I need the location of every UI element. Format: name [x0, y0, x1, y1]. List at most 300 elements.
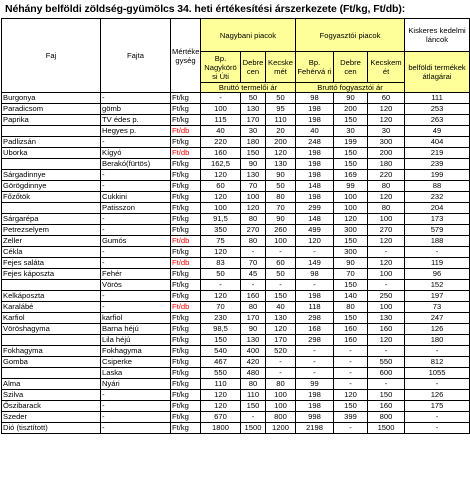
cell-value: 540	[201, 346, 241, 357]
cell-value: 130	[241, 104, 266, 115]
table-row	[2, 423, 470, 434]
cell-value: 204	[405, 203, 470, 214]
table-row	[2, 192, 470, 203]
cell-fajta: -	[101, 423, 171, 434]
table-row	[2, 170, 470, 181]
cell-fajta: Csiperke	[101, 357, 171, 368]
cell-value: 670	[201, 412, 241, 423]
cell-value: -	[334, 346, 368, 357]
cell-value: 100	[334, 192, 368, 203]
table-row	[2, 258, 470, 269]
cell-fajta: -	[101, 390, 171, 401]
cell-value: 247	[405, 313, 470, 324]
cell-faj: Fejes káposzta	[2, 269, 101, 280]
cell-value: 49	[405, 126, 470, 137]
cell-value: 100	[368, 214, 405, 225]
cell-fajta: Fokhagyma	[101, 346, 171, 357]
cell-value: 110	[201, 379, 241, 390]
cell-mertekegyseg: Ft/kg	[171, 247, 201, 258]
cell-faj: Görögdinnye	[2, 181, 101, 192]
cell-value: 270	[241, 225, 266, 236]
cell-faj: Petrezselyem	[2, 225, 101, 236]
cell-value: 150	[241, 401, 266, 412]
cell-faj: Szilva	[2, 390, 101, 401]
cell-value: 40	[266, 302, 296, 313]
cell-faj: Kelkáposzta	[2, 291, 101, 302]
header-sub-5: Debre cen	[334, 52, 368, 83]
cell-value: -	[405, 346, 470, 357]
cell-value: 150	[334, 148, 368, 159]
cell-value: 120	[201, 247, 241, 258]
cell-value: 350	[201, 225, 241, 236]
cell-value: 148	[296, 214, 334, 225]
cell-value: 198	[296, 170, 334, 181]
cell-fajta: Cukkini	[101, 192, 171, 203]
cell-value: 198	[296, 291, 334, 302]
table-row	[2, 313, 470, 324]
cell-faj	[2, 368, 101, 379]
cell-value: 198	[296, 390, 334, 401]
cell-value: -	[368, 247, 405, 258]
cell-fajta: Fehér	[101, 269, 171, 280]
cell-value: 150	[334, 280, 368, 291]
table-row	[2, 379, 470, 390]
cell-value: 88	[405, 181, 470, 192]
cell-value: 160	[334, 324, 368, 335]
cell-fajta: -	[101, 291, 171, 302]
table-row	[2, 291, 470, 302]
cell-value: 232	[405, 192, 470, 203]
cell-fajta: Kígyó	[101, 148, 171, 159]
cell-value: 100	[266, 390, 296, 401]
cell-value: 198	[296, 148, 334, 159]
cell-mertekegyseg: Ft/kg	[171, 390, 201, 401]
cell-value: 263	[405, 115, 470, 126]
cell-value: 120	[368, 115, 405, 126]
cell-value: 90	[266, 214, 296, 225]
cell-mertekegyseg: Ft/kg	[171, 170, 201, 181]
cell-value: 100	[201, 104, 241, 115]
cell-value: -	[266, 280, 296, 291]
cell-value: 40	[296, 126, 334, 137]
cell-value: 467	[201, 357, 241, 368]
cell-value: 300	[334, 225, 368, 236]
cell-value: 110	[266, 115, 296, 126]
cell-value: 220	[368, 170, 405, 181]
cell-value: -	[266, 247, 296, 258]
cell-faj: Paradicsom	[2, 104, 101, 115]
cell-fajta: gömb	[101, 104, 171, 115]
cell-value: 168	[296, 324, 334, 335]
cell-value: 200	[334, 104, 368, 115]
cell-value: 160	[201, 148, 241, 159]
cell-value: 298	[296, 313, 334, 324]
cell-faj: Paprika	[2, 115, 101, 126]
header-fajta: Fajta	[101, 19, 171, 93]
header-sub-6: Kecskem ét	[368, 52, 405, 83]
cell-value: 120	[368, 236, 405, 247]
cell-fajta: -	[101, 137, 171, 148]
cell-value: 1500	[241, 423, 266, 434]
cell-faj	[2, 126, 101, 137]
cell-value: 99	[334, 181, 368, 192]
cell-value: 150	[334, 115, 368, 126]
cell-value: 80	[241, 214, 266, 225]
cell-value: 130	[241, 335, 266, 346]
cell-value: 120	[201, 390, 241, 401]
cell-value: 70	[201, 302, 241, 313]
cell-value: 200	[266, 137, 296, 148]
cell-value: 199	[334, 137, 368, 148]
cell-mertekegyseg: Ft/kg	[171, 104, 201, 115]
cell-mertekegyseg: Ft/kg	[171, 159, 201, 170]
cell-fajta: -	[101, 225, 171, 236]
cell-faj: Főzőtök	[2, 192, 101, 203]
header-fogyasztoi: Fogyasztói piacok	[296, 19, 405, 52]
cell-fajta: Gumós	[101, 236, 171, 247]
cell-value: 149	[296, 258, 334, 269]
cell-mertekegyseg: Ft/kg	[171, 357, 201, 368]
header-kiskeres: Kiskeres kedelmi láncok	[405, 19, 470, 52]
cell-value: 120	[334, 390, 368, 401]
cell-value: 197	[405, 291, 470, 302]
cell-value: 2198	[296, 423, 334, 434]
header-belfoldi: belföldi termékek átlagárai	[405, 52, 470, 93]
cell-value: 198	[296, 104, 334, 115]
table-row	[2, 148, 470, 159]
cell-value: 480	[241, 368, 266, 379]
cell-value: 298	[296, 335, 334, 346]
cell-value: 1500	[368, 423, 405, 434]
cell-value: 98	[296, 269, 334, 280]
cell-faj: Sárgarépa	[2, 214, 101, 225]
cell-value: 111	[405, 93, 470, 104]
cell-value: 170	[241, 313, 266, 324]
cell-value: 120	[201, 170, 241, 181]
table-row	[2, 269, 470, 280]
cell-value: 130	[241, 170, 266, 181]
cell-value: -	[201, 93, 241, 104]
cell-fajta: Vörös	[101, 280, 171, 291]
cell-mertekegyseg: Ft/kg	[171, 346, 201, 357]
cell-faj: Szeder	[2, 412, 101, 423]
cell-value: 100	[266, 236, 296, 247]
cell-value: 150	[334, 401, 368, 412]
cell-fajta: Laska	[101, 368, 171, 379]
cell-value: 90	[266, 170, 296, 181]
cell-value: 20	[266, 126, 296, 137]
cell-value: 126	[405, 390, 470, 401]
cell-mertekegyseg: Ft/kg	[171, 192, 201, 203]
cell-value: 169	[334, 170, 368, 181]
cell-mertekegyseg: Ft/kg	[171, 368, 201, 379]
cell-value: 198	[296, 192, 334, 203]
cell-value: 80	[241, 302, 266, 313]
cell-fajta: Barna héjú	[101, 324, 171, 335]
cell-value: 253	[405, 104, 470, 115]
cell-value: 250	[368, 291, 405, 302]
cell-value: 248	[296, 137, 334, 148]
cell-mertekegyseg: Ft/kg	[171, 291, 201, 302]
cell-mertekegyseg: Ft/kg	[171, 423, 201, 434]
cell-value: 83	[201, 258, 241, 269]
cell-value: 120	[334, 214, 368, 225]
cell-faj	[2, 203, 101, 214]
cell-value: 91,5	[201, 214, 241, 225]
cell-fajta: -	[101, 93, 171, 104]
cell-faj: Őszibarack	[2, 401, 101, 412]
cell-fajta: -	[101, 302, 171, 313]
cell-value: 600	[368, 368, 405, 379]
cell-value: -	[334, 379, 368, 390]
cell-value: -	[266, 357, 296, 368]
cell-value: 60	[201, 181, 241, 192]
table-row	[2, 225, 470, 236]
cell-faj: Fejes saláta	[2, 258, 101, 269]
cell-value: 130	[266, 313, 296, 324]
cell-mertekegyseg: Ft/kg	[171, 203, 201, 214]
cell-value: 579	[405, 225, 470, 236]
cell-value: 120	[241, 203, 266, 214]
cell-value: 100	[368, 302, 405, 313]
header-sub-4: Bp. Fehérvá ri	[296, 52, 334, 83]
cell-faj: Dió (tisztított)	[2, 423, 101, 434]
cell-faj	[2, 280, 101, 291]
cell-fajta: Patisszon	[101, 203, 171, 214]
cell-value: -	[241, 280, 266, 291]
cell-fajta: Berakó(fürtös)	[101, 159, 171, 170]
cell-value: 120	[201, 291, 241, 302]
cell-value: 270	[368, 225, 405, 236]
cell-value: 150	[241, 148, 266, 159]
cell-fajta: Hegyes p.	[101, 126, 171, 137]
cell-value: 115	[201, 115, 241, 126]
cell-fajta: -	[101, 247, 171, 258]
cell-value: 40	[201, 126, 241, 137]
cell-value: 220	[201, 137, 241, 148]
cell-value: 80	[266, 379, 296, 390]
cell-value: 120	[368, 335, 405, 346]
cell-value: 75	[201, 236, 241, 247]
table-row	[2, 137, 470, 148]
cell-mertekegyseg: Ft/db	[171, 258, 201, 269]
cell-value: 219	[405, 148, 470, 159]
cell-value: -	[296, 247, 334, 258]
cell-value: 70	[266, 203, 296, 214]
cell-value: 180	[241, 137, 266, 148]
cell-value: 152	[405, 280, 470, 291]
cell-value: 160	[241, 291, 266, 302]
cell-value: 90	[241, 324, 266, 335]
table-row	[2, 302, 470, 313]
cell-value: 550	[201, 368, 241, 379]
cell-value: 96	[405, 269, 470, 280]
cell-value: 30	[241, 126, 266, 137]
cell-faj: Karalábé	[2, 302, 101, 313]
cell-faj: Karfiol	[2, 313, 101, 324]
cell-mertekegyseg: Ft/db	[171, 126, 201, 137]
cell-value: -	[296, 357, 334, 368]
cell-faj: Zeller	[2, 236, 101, 247]
cell-mertekegyseg: Ft/db	[171, 148, 201, 159]
cell-value: 98,5	[201, 324, 241, 335]
header-brutto-fogyasztoi: Bruttó fogyasztói ár	[296, 83, 405, 93]
cell-value: 100	[241, 192, 266, 203]
cell-value: 99	[296, 379, 334, 390]
table-row	[2, 412, 470, 423]
cell-value: 60	[368, 93, 405, 104]
header-sub-2: Debre cen	[241, 52, 266, 83]
table-row	[2, 346, 470, 357]
cell-value: -	[368, 379, 405, 390]
cell-value: 80	[368, 203, 405, 214]
cell-mertekegyseg: Ft/kg	[171, 269, 201, 280]
cell-value: 100	[334, 203, 368, 214]
table-row	[2, 203, 470, 214]
cell-value: 299	[296, 203, 334, 214]
cell-value: 100	[201, 203, 241, 214]
cell-fajta: -	[101, 170, 171, 181]
cell-value: 148	[296, 181, 334, 192]
cell-value: 120	[266, 324, 296, 335]
cell-value: 199	[405, 170, 470, 181]
cell-value: 239	[405, 159, 470, 170]
cell-value: 160	[368, 401, 405, 412]
cell-value: 119	[405, 258, 470, 269]
cell-value: 812	[405, 357, 470, 368]
cell-mertekegyseg: Ft/kg	[171, 137, 201, 148]
cell-value: -	[368, 346, 405, 357]
cell-fajta: -	[101, 401, 171, 412]
header-nagybani: Nagybani piacok	[201, 19, 296, 52]
cell-value: -	[405, 423, 470, 434]
cell-value: -	[368, 280, 405, 291]
table-row	[2, 181, 470, 192]
cell-value: 126	[405, 324, 470, 335]
cell-fajta: Lila héjú	[101, 335, 171, 346]
cell-value: -	[405, 412, 470, 423]
cell-value: 800	[266, 412, 296, 423]
cell-value: 120	[201, 401, 241, 412]
cell-value: 80	[241, 236, 266, 247]
page-title: Néhány belföldi zöldség-gyümölcs 34. heti értékesítési árszerkezete (Ft/kg, Ft/db):	[5, 3, 406, 15]
table-row	[2, 214, 470, 225]
cell-mertekegyseg: Ft/kg	[171, 379, 201, 390]
cell-value: -	[296, 346, 334, 357]
cell-value: 170	[266, 335, 296, 346]
cell-faj: Sárgadinnye	[2, 170, 101, 181]
cell-value: 70	[334, 269, 368, 280]
cell-fajta: -	[101, 258, 171, 269]
cell-mertekegyseg: Ft/kg	[171, 225, 201, 236]
cell-faj: Burgonya	[2, 93, 101, 104]
table-row	[2, 401, 470, 412]
table-row	[2, 335, 470, 346]
cell-value: 160	[368, 324, 405, 335]
cell-value: 95	[266, 104, 296, 115]
cell-value: 50	[241, 93, 266, 104]
cell-value: 120	[296, 236, 334, 247]
cell-fajta: TV édes p.	[101, 115, 171, 126]
cell-value: 120	[368, 258, 405, 269]
cell-value: 175	[405, 401, 470, 412]
cell-value: 800	[368, 412, 405, 423]
cell-value: -	[296, 280, 334, 291]
cell-value: 550	[368, 357, 405, 368]
table-row	[2, 236, 470, 247]
cell-faj: Alma	[2, 379, 101, 390]
table-row	[2, 247, 470, 258]
cell-value: 80	[241, 379, 266, 390]
table-row	[2, 390, 470, 401]
cell-value: 230	[201, 313, 241, 324]
cell-faj: Gomba	[2, 357, 101, 368]
cell-fajta: karfiol	[101, 313, 171, 324]
table-row	[2, 280, 470, 291]
header-faj: Faj	[2, 19, 101, 93]
cell-value: 1055	[405, 368, 470, 379]
cell-value: 150	[266, 291, 296, 302]
cell-mertekegyseg: Ft/kg	[171, 115, 201, 126]
cell-value: 399	[334, 412, 368, 423]
table-row	[2, 104, 470, 115]
cell-value: 50	[201, 269, 241, 280]
cell-value: 98	[296, 93, 334, 104]
cell-value: 420	[241, 357, 266, 368]
cell-value: -	[334, 368, 368, 379]
cell-value: 120	[201, 192, 241, 203]
cell-value: 100	[266, 401, 296, 412]
cell-faj	[2, 159, 101, 170]
cell-fajta: -	[101, 181, 171, 192]
cell-value: 499	[296, 225, 334, 236]
table-body	[2, 93, 470, 434]
cell-value: 90	[334, 93, 368, 104]
table-row	[2, 126, 470, 137]
cell-value: -	[201, 280, 241, 291]
cell-mertekegyseg: Ft/db	[171, 302, 201, 313]
cell-fajta: Nyári	[101, 379, 171, 390]
cell-mertekegyseg: Ft/kg	[171, 313, 201, 324]
cell-value: 120	[368, 104, 405, 115]
cell-value: 150	[368, 390, 405, 401]
cell-value: 150	[334, 236, 368, 247]
cell-value: 198	[296, 401, 334, 412]
cell-value: 70	[241, 181, 266, 192]
cell-value: 120	[266, 148, 296, 159]
cell-value: 130	[368, 313, 405, 324]
cell-value: 173	[405, 214, 470, 225]
cell-value: 50	[266, 181, 296, 192]
cell-value: -	[266, 368, 296, 379]
cell-mertekegyseg: Ft/kg	[171, 214, 201, 225]
cell-value: 400	[241, 346, 266, 357]
cell-value: -	[334, 357, 368, 368]
cell-value: 160	[334, 335, 368, 346]
cell-value: 80	[368, 181, 405, 192]
cell-value: 188	[405, 236, 470, 247]
cell-value: -	[296, 368, 334, 379]
cell-mertekegyseg: Ft/kg	[171, 181, 201, 192]
cell-value: 130	[266, 159, 296, 170]
cell-mertekegyseg: Ft/kg	[171, 335, 201, 346]
cell-value: 110	[241, 390, 266, 401]
cell-value: 180	[368, 159, 405, 170]
cell-value: 300	[368, 137, 405, 148]
cell-value: 300	[334, 247, 368, 258]
cell-value: 120	[368, 192, 405, 203]
cell-mertekegyseg: Ft/kg	[171, 401, 201, 412]
